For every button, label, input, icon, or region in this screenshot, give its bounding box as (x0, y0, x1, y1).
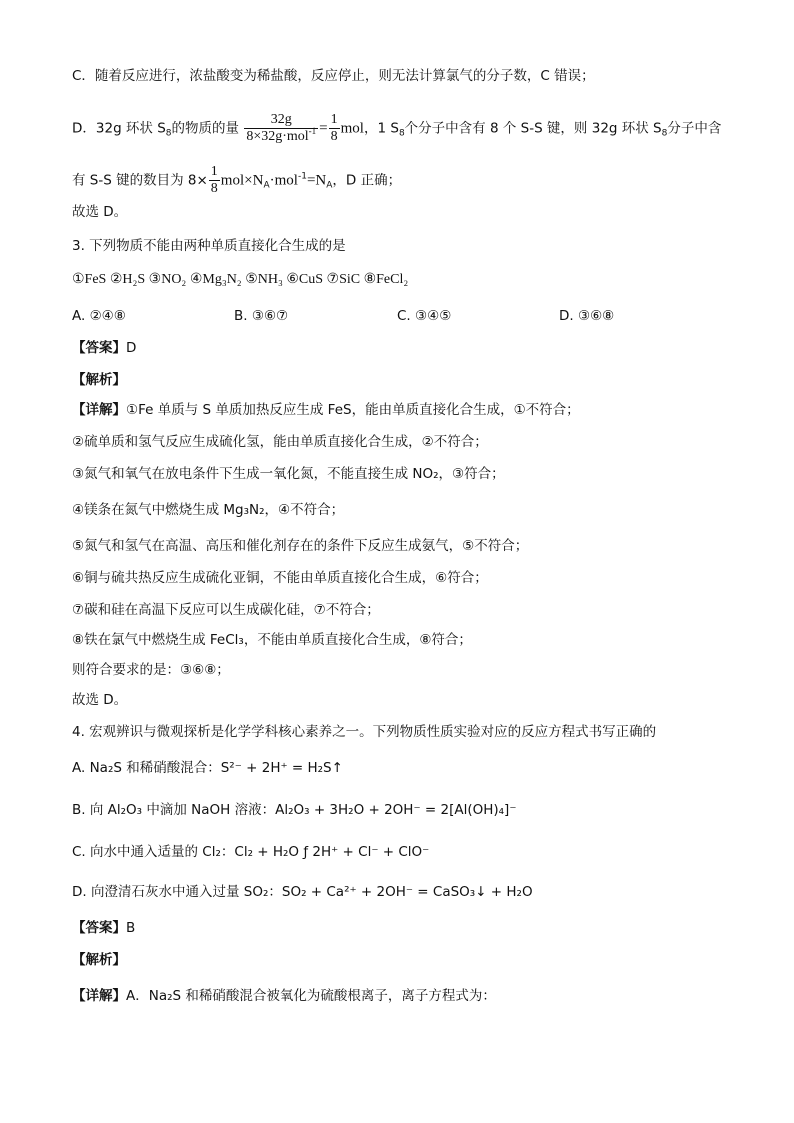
choose-statement: 故选 D。 (72, 204, 128, 220)
equals-sign: = (319, 120, 328, 137)
detail-text: ①Fe 单质与 S 单质加热反应生成 FeS，能由单质直接化合生成，①不符合； (126, 402, 580, 418)
text-segment: ，D 正确； (332, 172, 402, 189)
detail-line-8: ⑧铁在氯气中燃烧生成 FeCl₃，不能由单质直接化合生成，⑧符合； (72, 632, 472, 648)
fraction (329, 112, 340, 145)
question-4-option-c: C. 向水中通入适量的 Cl₂：Cl₂ + H₂O ƒ 2H⁺ + Cl⁻ + ClO⁻ (72, 844, 430, 860)
question-4-option-b: B. 向 Al₂O₃ 中滴加 NaOH 溶液：Al₂O₃ + 3H₂O + 2OH⁻ = 2[Al(OH)₄]⁻ (72, 802, 517, 818)
fraction (209, 164, 220, 197)
fraction-numerator: 1 (330, 112, 338, 127)
answer-tag: 【答案】 (72, 340, 126, 356)
answer-value: D (126, 340, 137, 356)
detail-tag: 【详解】 (72, 402, 126, 418)
option-b: B. ③⑥⑦ (234, 308, 289, 324)
text-segment: 有 S-S 键的数目为 8× (72, 172, 208, 189)
text-segment: D．32g 环状 S (72, 120, 166, 137)
math-segment: mol×N (220, 172, 264, 189)
question-3-items: ①FeS ②H₂S ③NO₂ ④Mg₃N₂ ⑤NH₃ ⑥CuS ⑦SiC ⑧FeCl₂ (72, 272, 409, 287)
unit: mol (340, 120, 364, 137)
subscript: A (326, 180, 333, 191)
detail-line-1 (72, 400, 580, 420)
text-segment: 个分子中含有 8 个 S-S 键，则 32g 环状 S (404, 120, 662, 137)
subscript: 8 (661, 128, 668, 139)
analysis-tag: 【解析】 (72, 372, 126, 388)
option-d-explanation-cont (72, 164, 401, 197)
superscript: -1 (308, 126, 317, 136)
fraction-denominator: 8 (210, 181, 218, 196)
detail-line-3: ③氮气和氧气在放电条件下生成一氧化氮，不能直接生成 NO₂，③符合； (72, 466, 505, 482)
option-d: D. ③⑥⑧ (559, 308, 615, 324)
detail-line-2: ②硫单质和氢气反应生成硫化氢，能由单质直接化合生成，②不符合； (72, 434, 488, 450)
detail-line-5: ⑤氮气和氢气在高温、高压和催化剂存在的条件下反应生成氨气，⑤不符合； (72, 538, 529, 554)
conclusion-line: 则符合要求的是：③⑥⑧； (72, 662, 230, 678)
answer-line (72, 338, 136, 358)
detail-line-q4-1 (72, 986, 496, 1006)
text-segment: 8×32g·mol (246, 129, 309, 144)
text-segment: ，1 S (363, 120, 399, 137)
answer-value: B (126, 920, 136, 936)
question-4-option-d: D. 向澄清石灰水中通入过量 SO₂：SO₂ + Ca²⁺ + 2OH⁻ = CaSO₃↓ + H₂O (72, 884, 533, 900)
math-segment: =N (306, 172, 327, 189)
subscript: A (263, 180, 270, 191)
fraction (244, 112, 318, 145)
question-4-title: 4. 宏观辨识与微观探析是化学学科核心素养之一。下列物质性质实验对应的反应方程式书写正确的 (72, 724, 657, 740)
text-segment: 分子中含 (667, 120, 722, 137)
analysis-tag: 【解析】 (72, 952, 126, 968)
detail-line-6: ⑥铜与硫共热反应生成硫化亚铜，不能由单质直接化合生成，⑥符合； (72, 570, 488, 586)
option-c-explanation: C．随着反应进行，浓盐酸变为稀盐酸，反应停止，则无法计算氯气的分子数，C 错误； (72, 68, 595, 84)
fraction-denominator (244, 126, 318, 145)
option-a: A. ②④⑧ (72, 308, 126, 324)
fraction-numerator: 32g (244, 112, 318, 129)
question-3-title: 3. 下列物质不能由两种单质直接化合生成的是 (72, 238, 346, 254)
subscript: 8 (398, 128, 405, 139)
superscript: -1 (297, 171, 307, 182)
question-4-option-a: A. Na₂S 和稀硝酸混合：S²⁻ + 2H⁺ = H₂S↑ (72, 760, 343, 776)
option-c: C. ③④⑤ (397, 308, 452, 324)
detail-tag: 【详解】 (72, 988, 126, 1004)
choose-statement: 故选 D。 (72, 692, 128, 708)
answer-line (72, 918, 135, 938)
math-segment: ·mol (269, 172, 298, 189)
answer-tag: 【答案】 (72, 920, 126, 936)
text-segment: 的物质的量 (171, 120, 240, 137)
fraction-denominator: 8 (330, 129, 338, 144)
detail-line-4: ④镁条在氮气中燃烧生成 Mg₃N₂，④不符合； (72, 502, 345, 518)
detail-line-7: ⑦碳和硅在高温下反应可以生成碳化硅，⑦不符合； (72, 602, 380, 618)
option-d-explanation (72, 112, 721, 145)
detail-text: A．Na₂S 和稀硝酸混合被氧化为硫酸根离子，离子方程式为： (126, 988, 496, 1004)
fraction-numerator: 1 (210, 164, 218, 179)
subscript: 8 (165, 128, 172, 139)
